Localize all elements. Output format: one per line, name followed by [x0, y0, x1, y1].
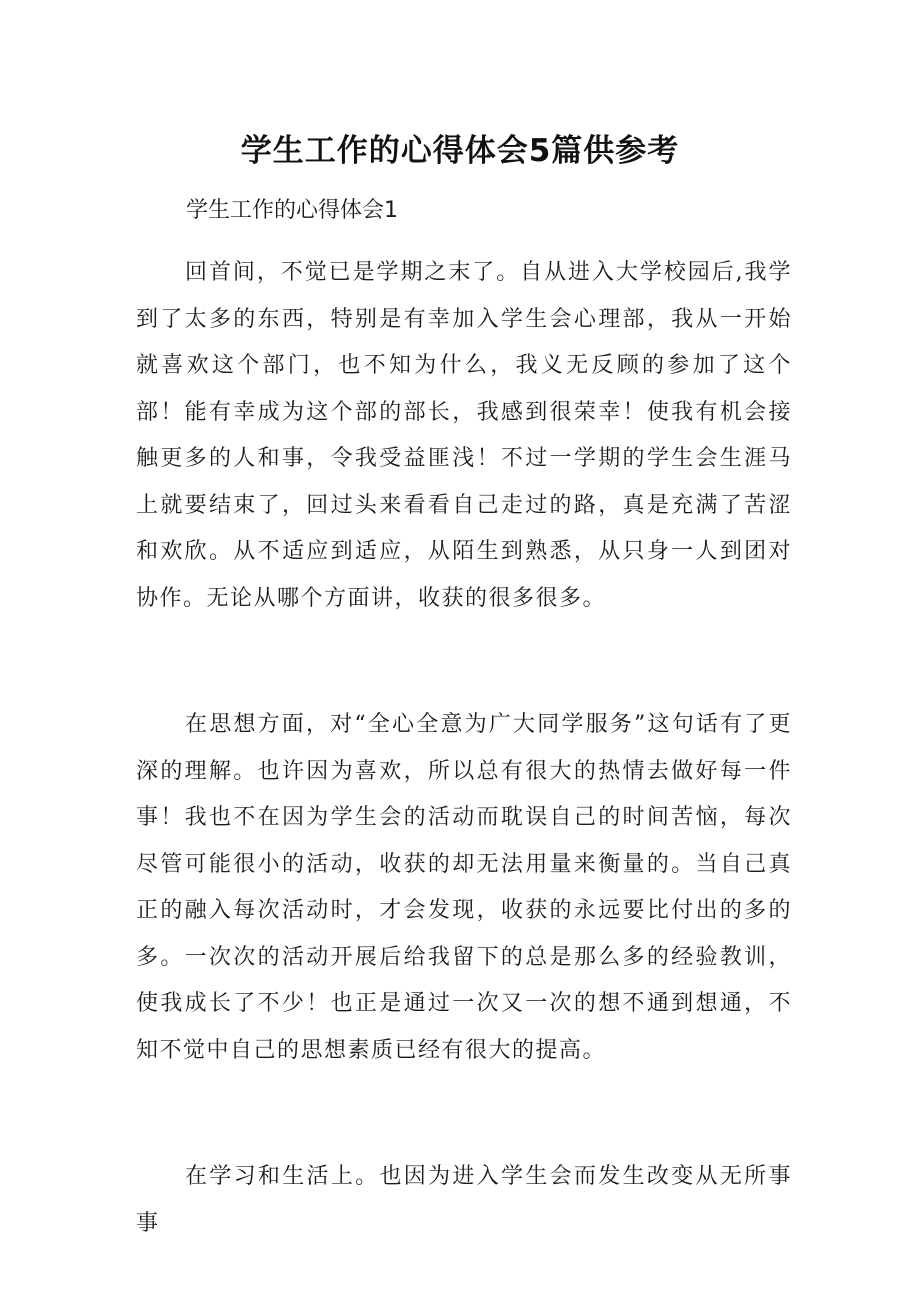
paragraph-3: 在学习和生活上。也因为进入学生会而发生改变从无所事事: [136, 1164, 792, 1236]
paragraph-1: 回首间，不觉已是学期之末了。自从进入大学校园后,我学到了太多的东西，特别是有幸加入学生会心理部，我从一开始就喜欢这个部门，也不知为什么，我义无反顾的参加了这个部！能有幸成为这个部的部长，我感到很荣幸！使我有机会接触更多的人和事，令我受益匪浅！不过一学期的学生会生涯马上就要结束了，回过头来看看自己走过的路，真是充满了苦涩和欢欣。从不适应到适应，从陌生到熟悉，从只身一人到团对协作。无论从哪个方面讲，收获的很多很多。: [136, 260, 792, 611]
paragraph-2: 在思想方面，对“全心全意为广大同学服务”这句话有了更深的理解。也许因为喜欢，所以总有很大的热情去做好每一件事！我也不在因为学生会的活动而耽误自己的时间苦恼，每次尽管可能很小的活动，收获的却无法用量来衡量的。当自己真正的融入每次活动时，才会发现，收获的永远要比付出的多的多。一次次的活动开展后给我留下的总是那么多的经验教训，使我成长了不少！也正是通过一次又一次的想不通到想通，不知不觉中自己的思想素质已经有很大的提高。: [136, 712, 792, 1063]
section-heading: 学生工作的心得体会1: [186, 198, 398, 223]
document-title: 学生工作的心得体会5篇供参考: [240, 133, 680, 169]
